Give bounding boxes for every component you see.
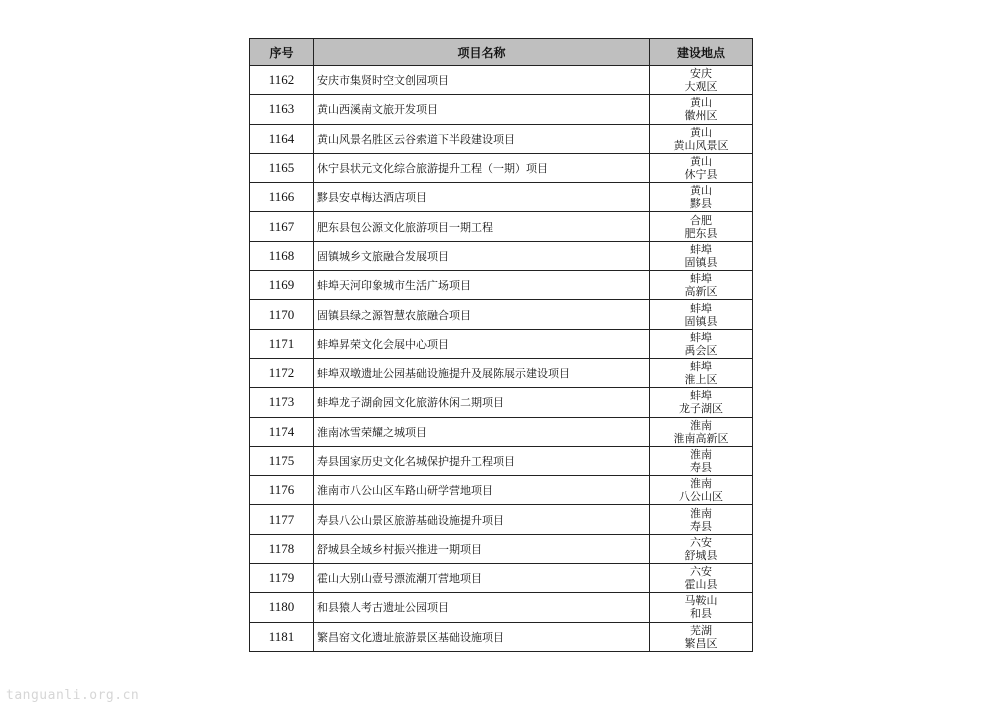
table-row xyxy=(250,66,753,95)
row-project-name: 黟县安卓梅达酒店项目 xyxy=(314,183,650,212)
row-location xyxy=(650,66,753,95)
row-location-city: 芜湖 xyxy=(690,623,712,637)
row-location-city: 蚌埠 xyxy=(690,360,712,374)
row-serial-number: 1181 xyxy=(250,622,314,651)
row-location-city: 黄山 xyxy=(690,96,712,110)
table-row xyxy=(250,329,753,358)
row-location-district: 肥东县 xyxy=(684,226,718,240)
row-project-name: 霍山大别山壹号漂流潮丌营地项目 xyxy=(314,564,650,593)
row-location-district: 高新区 xyxy=(684,285,718,299)
row-location-district: 固镇县 xyxy=(684,314,718,328)
row-location-district: 大观区 xyxy=(684,80,718,94)
row-location-district: 龙子湖区 xyxy=(679,402,723,416)
row-serial-number: 1170 xyxy=(250,300,314,329)
table-row xyxy=(250,271,753,300)
row-project-name: 固镇县绿之源智慧农旅融合项目 xyxy=(314,300,650,329)
row-location xyxy=(650,388,753,417)
row-project-name: 休宁县状元文化综合旅游提升工程（一期）项目 xyxy=(314,153,650,182)
row-location-district: 霍山县 xyxy=(684,578,718,592)
row-serial-number: 1177 xyxy=(250,505,314,534)
row-project-name: 淮南冰雪荣耀之城项目 xyxy=(314,417,650,446)
row-location-city: 黄山 xyxy=(690,184,712,198)
table-row xyxy=(250,358,753,387)
row-serial-number: 1171 xyxy=(250,329,314,358)
row-serial-number: 1166 xyxy=(250,183,314,212)
row-location xyxy=(650,271,753,300)
row-location-city: 淮南 xyxy=(690,506,712,520)
row-serial-number: 1168 xyxy=(250,241,314,270)
row-serial-number: 1176 xyxy=(250,476,314,505)
row-location-city: 蚌埠 xyxy=(690,389,712,403)
row-location-district: 黄山风景区 xyxy=(673,138,729,152)
row-location xyxy=(650,534,753,563)
table-body xyxy=(250,66,753,652)
row-location xyxy=(650,564,753,593)
row-location-city: 合肥 xyxy=(690,213,712,227)
row-location-district: 休宁县 xyxy=(684,168,718,182)
row-location-district: 淮南高新区 xyxy=(673,431,729,445)
row-location-city: 安庆 xyxy=(690,67,712,81)
table-row xyxy=(250,153,753,182)
watermark-text: tanguanli.org.cn xyxy=(6,688,140,703)
row-location xyxy=(650,153,753,182)
table-row xyxy=(250,505,753,534)
row-location-district: 固镇县 xyxy=(684,255,718,269)
table-row xyxy=(250,476,753,505)
table-row xyxy=(250,241,753,270)
table-row xyxy=(250,564,753,593)
row-serial-number: 1163 xyxy=(250,95,314,124)
row-location xyxy=(650,505,753,534)
row-project-name: 蚌埠天河印象城市生活广场项目 xyxy=(314,271,650,300)
row-location-city: 蚌埠 xyxy=(690,272,712,286)
row-location-city: 蚌埠 xyxy=(690,301,712,315)
row-location-city: 淮南 xyxy=(690,477,712,491)
row-location-district: 八公山区 xyxy=(679,490,723,504)
row-location-district: 舒城县 xyxy=(684,548,718,562)
row-location xyxy=(650,446,753,475)
row-location-city: 黄山 xyxy=(690,155,712,169)
row-serial-number: 1178 xyxy=(250,534,314,563)
row-serial-number: 1162 xyxy=(250,66,314,95)
row-location-city: 淮南 xyxy=(690,448,712,461)
row-project-name: 蚌埠双墩遗址公园基础设施提升及展陈展示建设项目 xyxy=(314,358,650,387)
table-row xyxy=(250,300,753,329)
row-location-district: 寿县 xyxy=(690,519,712,533)
row-location-district: 淮上区 xyxy=(684,373,718,387)
row-serial-number: 1173 xyxy=(250,388,314,417)
row-project-name: 肥东县包公源文化旅游项目一期工程 xyxy=(314,212,650,241)
table-row xyxy=(250,183,753,212)
row-location-district: 和县 xyxy=(690,607,712,621)
row-serial-number: 1179 xyxy=(250,564,314,593)
row-location xyxy=(650,212,753,241)
table-header-row xyxy=(250,39,753,66)
row-serial-number: 1180 xyxy=(250,593,314,622)
row-location xyxy=(650,95,753,124)
table-row xyxy=(250,446,753,475)
table-row xyxy=(250,388,753,417)
table-row xyxy=(250,622,753,651)
row-location xyxy=(650,300,753,329)
row-location xyxy=(650,622,753,651)
row-location xyxy=(650,593,753,622)
row-location-city: 马鞍山 xyxy=(684,594,718,608)
row-project-name: 寿县国家历史文化名城保护提升工程项目 xyxy=(314,446,650,475)
row-location-city: 黄山 xyxy=(690,125,712,139)
row-location-city: 淮南 xyxy=(690,418,712,432)
row-location-city: 蚌埠 xyxy=(690,330,712,344)
row-location-city: 六安 xyxy=(690,535,712,549)
row-location xyxy=(650,358,753,387)
row-project-name: 安庆市集贤时空文创园项目 xyxy=(314,66,650,95)
row-project-name: 蚌埠龙子湖俞园文化旅游休闲二期项目 xyxy=(314,388,650,417)
header-project-name: 项目名称 xyxy=(314,39,650,66)
header-location: 建设地点 xyxy=(650,39,753,66)
project-table xyxy=(249,38,753,652)
row-project-name: 蚌埠昇荣文化会展中心项目 xyxy=(314,329,650,358)
table-row xyxy=(250,417,753,446)
row-project-name: 舒城县全域乡村振兴推进一期项目 xyxy=(314,534,650,563)
table-row xyxy=(250,124,753,153)
row-serial-number: 1165 xyxy=(250,153,314,182)
row-location-district: 禹会区 xyxy=(684,343,718,357)
row-location xyxy=(650,124,753,153)
row-location-city: 六安 xyxy=(690,565,712,579)
row-location xyxy=(650,241,753,270)
row-project-name: 固镇城乡文旅融合发展项目 xyxy=(314,241,650,270)
row-serial-number: 1164 xyxy=(250,124,314,153)
row-location xyxy=(650,329,753,358)
table-row xyxy=(250,593,753,622)
header-serial-number: 序号 xyxy=(250,39,314,66)
row-project-name: 寿县八公山景区旅游基础设施提升项目 xyxy=(314,505,650,534)
row-project-name: 黄山风景名胜区云谷索道下半段建设项目 xyxy=(314,124,650,153)
table-row xyxy=(250,95,753,124)
row-serial-number: 1172 xyxy=(250,358,314,387)
row-serial-number: 1169 xyxy=(250,271,314,300)
row-location-city: 蚌埠 xyxy=(690,242,712,256)
row-serial-number: 1167 xyxy=(250,212,314,241)
row-location xyxy=(650,183,753,212)
table-row xyxy=(250,212,753,241)
row-location xyxy=(650,417,753,446)
row-location-district: 徽州区 xyxy=(684,109,718,123)
row-location-district: 繁昌区 xyxy=(684,636,718,650)
row-project-name: 黄山西溪南文旅开发项目 xyxy=(314,95,650,124)
row-location xyxy=(650,476,753,505)
row-serial-number: 1175 xyxy=(250,446,314,475)
table-row xyxy=(250,534,753,563)
row-project-name: 淮南市八公山区车路山研学营地项目 xyxy=(314,476,650,505)
row-project-name: 繁昌窑文化遗址旅游景区基础设施项目 xyxy=(314,622,650,651)
row-project-name: 和县猿人考古遗址公园项目 xyxy=(314,593,650,622)
row-serial-number: 1174 xyxy=(250,417,314,446)
row-location-district: 黟县 xyxy=(690,197,712,211)
row-location-district: 寿县 xyxy=(690,461,712,474)
